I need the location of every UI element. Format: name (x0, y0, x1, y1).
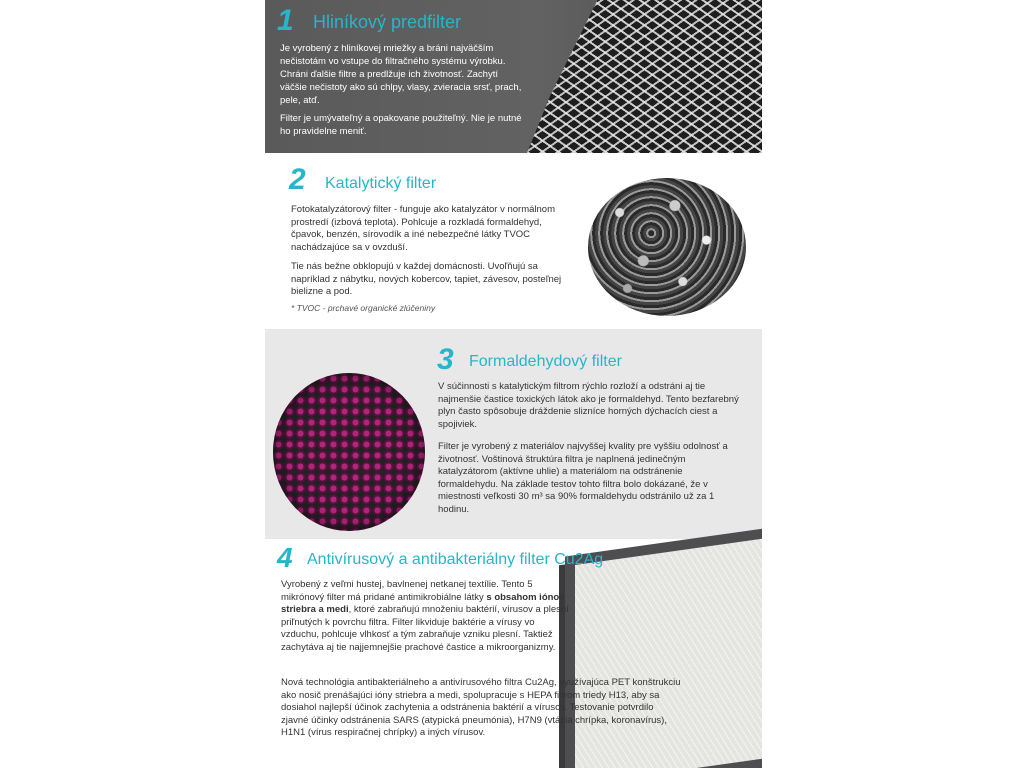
section-formaldehyde-filter (265, 329, 762, 539)
paragraph-text: Vyrobený z veľmi hustej, bavlnenej netkanej textílie. Tento 5 mikrónový filter má pridané antimikrobiálne látky (281, 579, 533, 603)
section-paragraph: Filter je vyrobený z materiálov najvyššej kvality pre vyššiu odolnosť a životnosť. Voštinová štruktúra filtra je naplnená jedinečným katalyzátorom (aktívne uhlie) a materiálom na odstránenie formaldehydu. Na základe testov tohto filtra bolo dokázané, že v miestnosti veľkosti 30 m³ sa 90% formaldehydu odstránilo už za 1 hodinu. (438, 441, 728, 515)
section-paragraph: Je vyrobený z hliníkovej mriežky a bráni najväčším nečistotám vo vstupe do filtračného systému výrobku. Chráni ďalšie filtre a predlžuje ich životnosť. Zachytí väčšie nečistoty ako sú chlpy, vlasy, zvieracia srsť, prach, pele, atď. (280, 43, 522, 106)
honeycomb-filter-image (273, 373, 425, 531)
section-title: Antivírusový a antibakteriálny filter Cu2Ag (307, 551, 604, 568)
section-number: 4 (277, 542, 293, 573)
section-paragraph (281, 579, 571, 654)
section-number: 3 (437, 343, 454, 376)
section-aluminum-prefilter (265, 0, 762, 153)
catalytic-granules-image (588, 178, 746, 316)
filter-infographic (265, 0, 762, 768)
section-catalytic-filter (265, 153, 762, 329)
section-number: 2 (289, 163, 306, 196)
paragraph-bold-text: s obsahom iónov striebra a medi (281, 591, 565, 615)
section-paragraph: Nová technológia antibakteriálneho a antivírusového filtra Cu2Ag, využívajúca PET konštrukciu ako nosič prenášajúci ióny striebra a medi, spolupracuje s HEPA filtrom triedy H13, aby sa dosiahol najlepší účinok zachytenia a odstránenia baktérií a vírusov. Testovanie potvrdilo zjavné účinky odstránenia SARS (atypická pneumónia), H7N9 (vtáčia chrípka, koronavírus), H1N1 (vírus respiračnej chrípky) a iných vírusov. (281, 677, 681, 738)
section-paragraph: Filter je umývateľný a opakovane použiteľný. Nie je nutné ho pravidelne meniť. (280, 113, 522, 137)
section-paragraph: Fotokatalyzátorový filter - funguje ako katalyzátor v normálnom prostredí (izbová teplota). Pohlcuje a rozkladá formaldehyd, čpavok, benzén, sírovodík a iné nebezpečné látky TVOC nachádzajúce sa v ovzduší. (291, 204, 556, 253)
section-paragraph: V súčinnosti s katalytickým filtrom rýchlo rozloží a odstráni aj tie najmenšie častice toxických látok ako je formaldehyd. Tento bezfarebný plyn často spôsobuje dráždenie slizníce horných dýchacích ciest a spojiviek. (438, 381, 739, 430)
paragraph-text: , ktoré zabraňujú množeniu baktérií, vírusov a plesní priľnutých k povrchu filtra. Filter likviduje baktérie a vírusy vo vzduchu, pohlcuje vlhkosť a tým zabraňuje vzniku plesní. Taktiež zachytáva aj tie najjemnejšie prachové častice a mikroorganizmy. (281, 604, 569, 653)
section-title: Formaldehydový filter (469, 353, 622, 370)
section-title: Hliníkový predfilter (313, 12, 462, 32)
section-number: 1 (277, 4, 294, 37)
tvoc-footnote: * TVOC - prchavé organické zlúčeniny (291, 303, 436, 313)
section-title: Katalytický filter (325, 175, 437, 192)
section-cu2ag-filter (265, 539, 762, 768)
section-paragraph: Tie nás bežne obklopujú v každej domácnosti. Uvoľňujú sa napríklad z nábytku, nových kobercov, tapiet, závesov, posteľnej bielizne a pod. (291, 261, 562, 297)
aluminum-mesh-image (527, 0, 762, 153)
